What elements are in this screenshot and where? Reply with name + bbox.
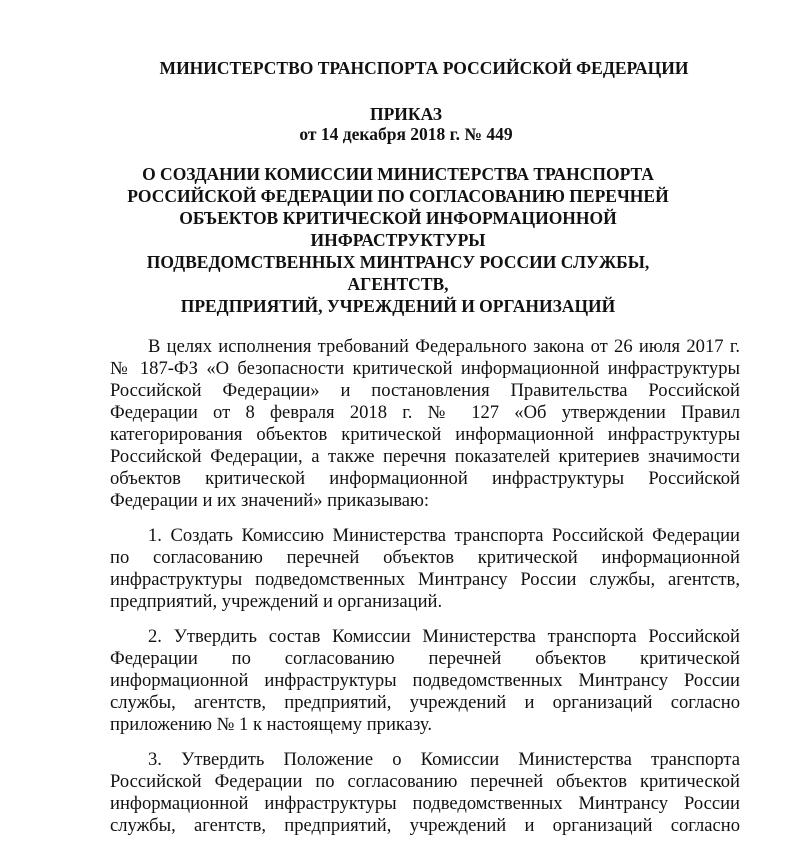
paragraph-line: № 187-ФЗ «О безопасности критической информационной инфраструктуры bbox=[110, 358, 740, 379]
order-label: ПРИКАЗ bbox=[369, 104, 443, 124]
paragraph-line: приложению № 1 к настоящему приказу. bbox=[110, 714, 432, 735]
ministry-name: МИНИСТЕРСТВО ТРАНСПОРТА РОССИЙСКОЙ ФЕДЕРАЦИИ bbox=[159, 58, 689, 78]
paragraph-line: службы, агентств, предприятий, учреждений и организаций согласно bbox=[110, 692, 740, 713]
document-title bbox=[4, 163, 788, 317]
paragraph-line: Федерации от 8 февраля 2018 г. № 127 «Об утверждении Правил bbox=[110, 402, 740, 423]
paragraph-line: 2. Утвердить состав Комиссии Министерства транспорта Российской bbox=[148, 626, 740, 647]
paragraph bbox=[110, 525, 740, 613]
document-body bbox=[110, 336, 740, 850]
paragraph-line: 1. Создать Комиссию Министерства транспорта Российской Федерации bbox=[148, 525, 740, 546]
paragraph-line: по согласованию перечней объектов критической информационной bbox=[110, 547, 740, 568]
paragraph-line: объектов критической информационной инфраструктуры Российской bbox=[110, 468, 740, 489]
paragraph bbox=[110, 749, 740, 837]
title-line: ИНФРАСТРУКТУРЫ bbox=[310, 230, 486, 250]
paragraph-line: В целях исполнения требований Федерального закона от 26 июля 2017 г. bbox=[148, 336, 740, 357]
paragraph-line: Российской Федерации» и постановления Правительства Российской bbox=[110, 380, 740, 401]
paragraph-line: Российской Федерации, а также перечня показателей критериев значимости bbox=[110, 446, 740, 467]
paragraph-line: 3. Утвердить Положение о Комиссии Министерства транспорта bbox=[148, 749, 740, 770]
paragraph-line: Российской Федерации по согласованию перечней объектов критической bbox=[110, 771, 740, 792]
title-line: ПОДВЕДОМСТВЕННЫХ МИНТРАНСУ РОССИИ СЛУЖБЫ, bbox=[146, 252, 650, 272]
paragraph-line: информационной инфраструктуры подведомственных Минтрансу России bbox=[110, 793, 740, 814]
paragraph-line: Федерации по согласованию перечней объектов критической bbox=[110, 648, 740, 669]
paragraph bbox=[110, 336, 740, 512]
paragraph-line: категорирования объектов критической информационной инфраструктуры bbox=[110, 424, 740, 445]
paragraph-line: службы, агентств, предприятий, учреждений и организаций согласно bbox=[110, 815, 740, 836]
paragraph-line: Федерации и их значений» приказываю: bbox=[110, 490, 430, 511]
paragraph-line: инфраструктуры подведомственных Минтрансу России службы, агентств, bbox=[110, 569, 740, 590]
title-line: О СОЗДАНИИ КОМИССИИ МИНИСТЕРСТВА ТРАНСПОРТА bbox=[142, 164, 654, 184]
title-line: ПРЕДПРИЯТИЙ, УЧРЕЖДЕНИЙ И ОРГАНИЗАЦИЙ bbox=[180, 296, 616, 316]
title-line: ОБЪЕКТОВ КРИТИЧЕСКОЙ ИНФОРМАЦИОННОЙ bbox=[179, 208, 617, 228]
title-line: АГЕНТСТВ, bbox=[347, 274, 449, 294]
paragraph-line: информационной инфраструктуры подведомственных Минтрансу России bbox=[110, 670, 740, 691]
paragraph-line: предприятий, учреждений и организаций. bbox=[110, 591, 443, 612]
paragraph bbox=[110, 626, 740, 736]
order-date: от 14 декабря 2018 г. № 449 bbox=[299, 124, 513, 144]
title-line: РОССИЙСКОЙ ФЕДЕРАЦИИ ПО СОГЛАСОВАНИЮ ПЕРЕЧНЕЙ bbox=[127, 186, 669, 206]
